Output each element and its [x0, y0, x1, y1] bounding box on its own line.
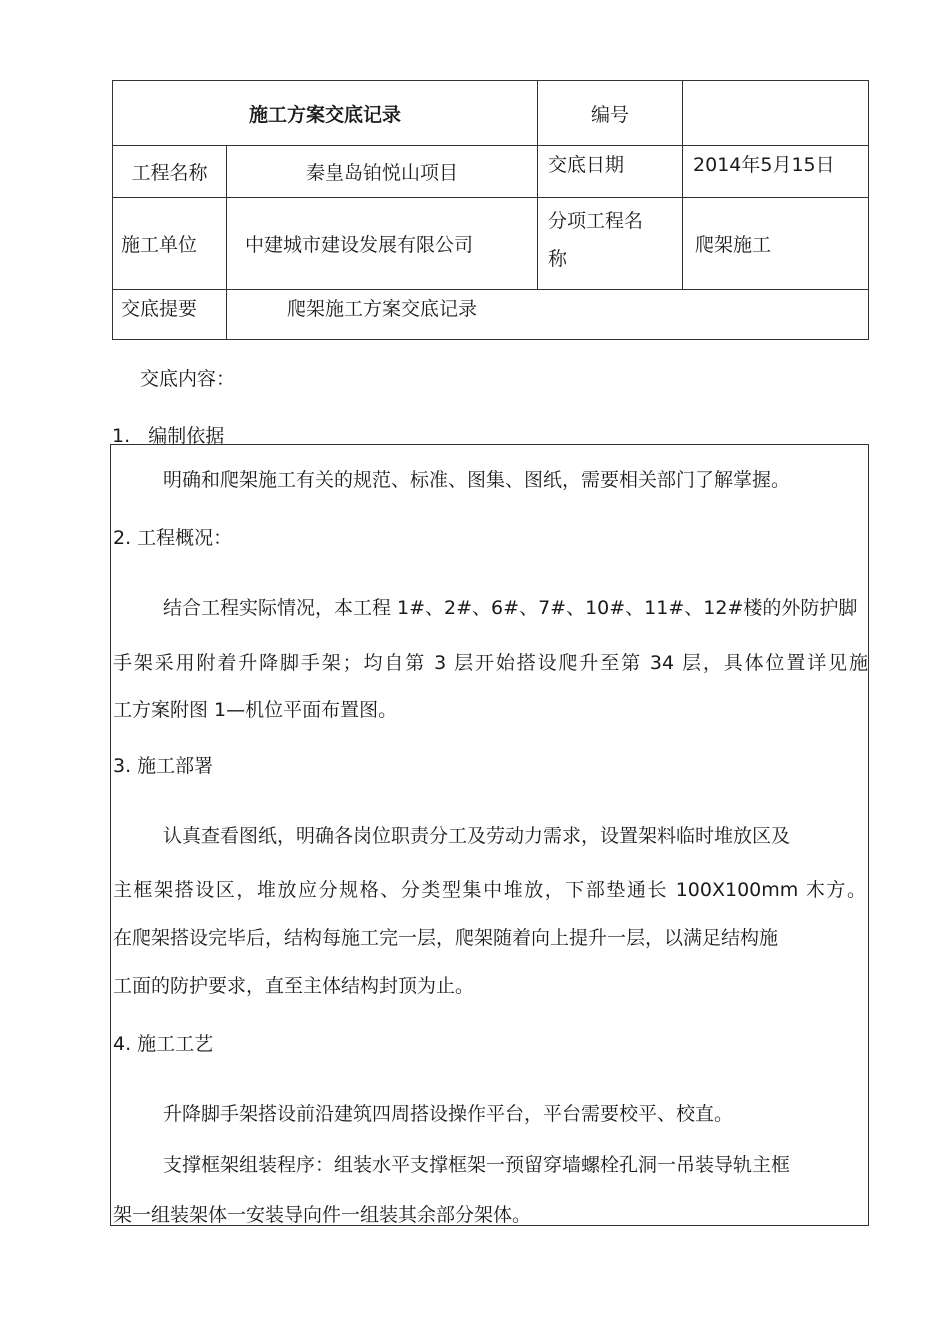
sub-project-value: 爬架施工	[683, 198, 869, 290]
document-title: 施工方案交底记录	[113, 81, 538, 146]
header-table	[112, 80, 869, 340]
section3-line-2: 主框架搭设区，堆放应分规格、分类型集中堆放，下部垫通长 100X100mm 木方。	[113, 879, 866, 901]
sub-project-label-line2: 称	[548, 248, 568, 270]
summary-label: 交底提要	[113, 290, 227, 340]
section2-line-3: 工方案附图 1—机位平面布置图。	[113, 699, 398, 721]
section4-paragraph-1: 升降脚手架搭设前沿建筑四周搭设操作平台，平台需要校平、校直。	[163, 1103, 734, 1125]
section4-heading: 4. 施工工艺	[113, 1033, 214, 1055]
section2-line-1: 结合工程实际情况，本工程 1#、2#、6#、7#、10#、11#、12#楼的外防护脚	[163, 597, 858, 619]
section4-line-2: 架一组装架体一安装导向件一组装其余部分架体。	[113, 1204, 532, 1226]
section2-line-2: 手架采用附着升降脚手架；均自第 3 层开始搭设爬升至第 34 层，具体位置详见施	[113, 652, 868, 674]
number-label: 编号	[538, 81, 683, 146]
date-label: 交底日期	[538, 146, 683, 198]
section3-heading: 3. 施工部署	[113, 755, 214, 777]
section3-line-4: 工面的防护要求，直至主体结构封顶为止。	[113, 975, 475, 997]
content-box	[110, 444, 869, 1226]
summary-value: 爬架施工方案交底记录	[227, 290, 869, 340]
project-name-value: 秦皇岛铂悦山项目	[227, 146, 538, 198]
sub-project-label	[538, 198, 683, 290]
intro-label: 交底内容：	[140, 368, 236, 390]
section2-heading: 2. 工程概况：	[113, 527, 233, 549]
section1-heading: 1. 编制依据	[112, 425, 225, 447]
section3-line-3: 在爬架搭设完毕后，结构每施工完一层，爬架随着向上提升一层，以满足结构施	[113, 927, 779, 949]
unit-value: 中建城市建设发展有限公司	[227, 198, 538, 290]
section4-line-1: 支撑框架组装程序：组装水平支撑框架一预留穿墙螺栓孔洞一吊装导轨主框	[163, 1154, 791, 1176]
section3-line-1: 认真查看图纸，明确各岗位职责分工及劳动力需求，设置架料临时堆放区及	[163, 825, 791, 847]
project-name-label: 工程名称	[113, 146, 227, 198]
sub-project-label-line1: 分项工程名	[548, 210, 644, 232]
unit-label: 施工单位	[113, 198, 227, 290]
date-value: 2014年5月15日	[683, 146, 869, 198]
number-value	[683, 81, 869, 146]
section1-paragraph: 明确和爬架施工有关的规范、标准、图集、图纸，需要相关部门了解掌握。	[163, 469, 791, 491]
